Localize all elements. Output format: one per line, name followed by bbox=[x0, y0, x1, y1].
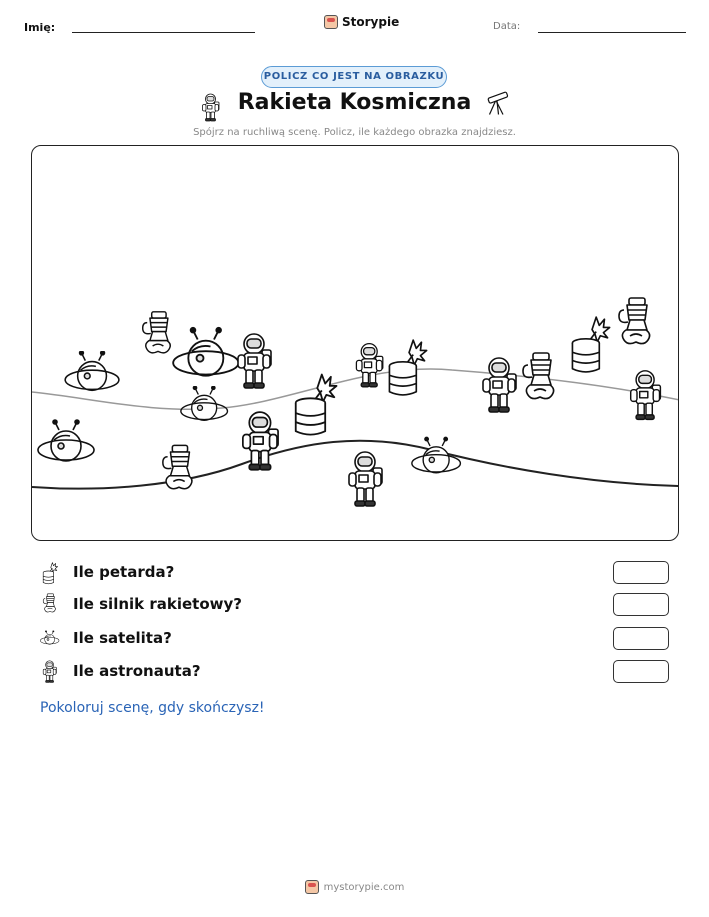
brand-name: Storypie bbox=[342, 15, 400, 29]
name-label: Imię: bbox=[24, 21, 56, 34]
counting-scene bbox=[31, 145, 679, 541]
scene-art bbox=[32, 146, 679, 541]
astronaut bbox=[238, 334, 271, 388]
horizon-line bbox=[32, 369, 679, 409]
telescope-icon bbox=[482, 89, 512, 119]
astronaut bbox=[356, 344, 382, 387]
question-label: Ile petarda? bbox=[73, 563, 175, 581]
instructions: Spójrz na ruchliwą scenę. Policz, ile każdego obrazka znajdziesz. bbox=[193, 127, 516, 138]
page-title: Rakieta Kosmiczna bbox=[237, 90, 472, 115]
firecracker bbox=[389, 340, 426, 395]
answer-box-satellite[interactable] bbox=[613, 627, 669, 650]
date-line[interactable] bbox=[538, 32, 686, 33]
question-label: Ile satelita? bbox=[73, 629, 172, 647]
satellite bbox=[38, 420, 94, 461]
brand-logo bbox=[324, 15, 399, 29]
satellite bbox=[65, 351, 119, 390]
firecracker bbox=[296, 375, 337, 435]
answer-box-firecracker[interactable] bbox=[613, 561, 669, 584]
astronaut bbox=[349, 452, 382, 506]
question-label: Ile silnik rakietowy? bbox=[73, 595, 242, 613]
satellite bbox=[173, 328, 238, 376]
firecracker-icon bbox=[40, 561, 60, 585]
rocket-engine bbox=[619, 298, 650, 344]
rocket-engine bbox=[163, 445, 192, 488]
question-row bbox=[40, 660, 680, 686]
name-line[interactable] bbox=[72, 32, 255, 33]
answer-box-astronaut[interactable] bbox=[613, 660, 669, 683]
rocket-engine bbox=[143, 312, 171, 353]
date-label: Data: bbox=[493, 21, 521, 32]
question-label: Ile astronauta? bbox=[73, 662, 201, 680]
site-url: mystorypie.com bbox=[323, 881, 405, 893]
astronaut bbox=[483, 358, 516, 412]
mascot-icon bbox=[305, 880, 319, 894]
site-footer bbox=[0, 880, 709, 894]
question-row bbox=[40, 593, 680, 619]
answer-box-rocket-engine[interactable] bbox=[613, 593, 669, 616]
firecracker bbox=[572, 317, 609, 372]
rocket-engine-icon bbox=[40, 593, 60, 617]
satellite-icon bbox=[40, 627, 60, 651]
question-row bbox=[40, 627, 680, 653]
satellite bbox=[181, 386, 228, 420]
question-row bbox=[40, 561, 680, 587]
astronaut-icon bbox=[40, 660, 60, 684]
rocket-engine bbox=[523, 353, 554, 399]
coloring-note: Pokoloruj scenę, gdy skończysz! bbox=[40, 700, 265, 716]
mascot-icon bbox=[324, 15, 338, 29]
activity-badge: POLICZ CO JEST NA OBRAZKU bbox=[261, 66, 447, 88]
astronaut bbox=[631, 371, 661, 420]
